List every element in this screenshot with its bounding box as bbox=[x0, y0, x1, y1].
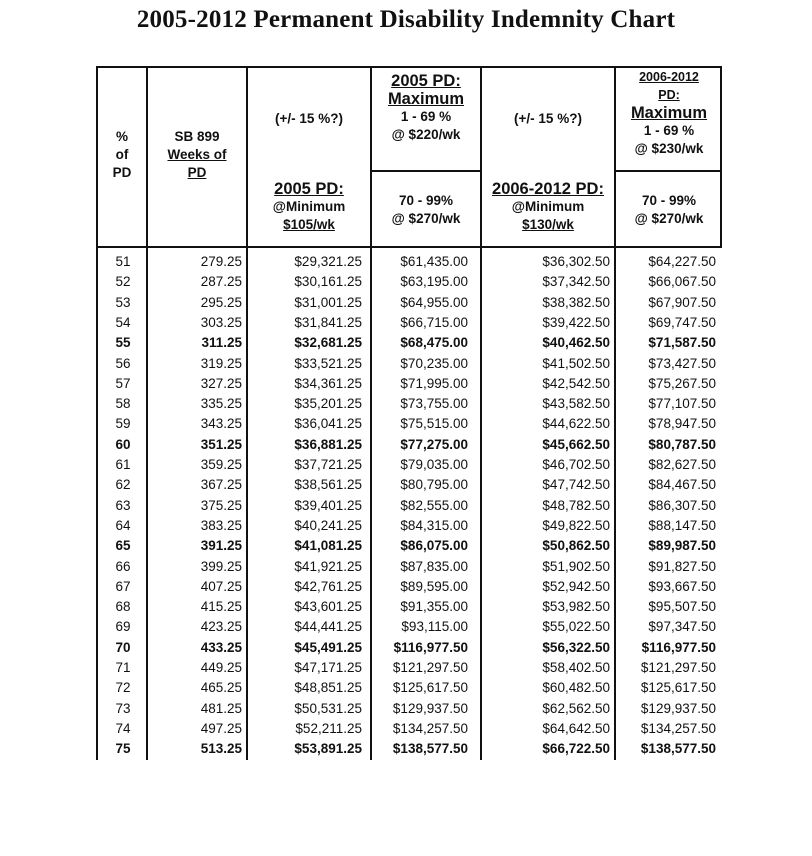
cell-max-2006: $84,467.50 bbox=[648, 477, 716, 493]
cell-min-2005: $41,921.25 bbox=[294, 558, 362, 574]
cell-max-2005: $121,297.50 bbox=[392, 660, 468, 675]
table-row bbox=[96, 293, 722, 313]
table-row bbox=[96, 699, 722, 719]
cell-min-2005: $37,721.25 bbox=[294, 457, 362, 472]
header-2005-min-title: 2005 PD: bbox=[274, 180, 344, 198]
header-2005-max-title: 2005 PD: bbox=[391, 72, 461, 90]
cell-max-2005: $91,355.00 bbox=[400, 599, 468, 615]
table-row bbox=[96, 252, 722, 272]
header-split-2006 bbox=[614, 170, 722, 172]
header-bottom-border bbox=[96, 246, 722, 248]
cell-pd-percent: 56 bbox=[115, 355, 131, 371]
cell-pd-percent: 52 bbox=[115, 274, 131, 290]
cell-max-2006: $91,827.50 bbox=[648, 558, 716, 574]
cell-max-2005: $125,617.50 bbox=[392, 680, 468, 696]
cell-weeks-of-pd: 449.25 bbox=[200, 660, 242, 675]
cell-min-2005: $29,321.25 bbox=[294, 254, 362, 269]
cell-pd-percent: 62 bbox=[115, 477, 131, 493]
table-row bbox=[96, 475, 722, 495]
cell-min-2006: $49,822.50 bbox=[542, 517, 610, 533]
table-row bbox=[96, 638, 722, 658]
cell-weeks-of-pd: 311.25 bbox=[201, 335, 242, 351]
cell-min-2005: $52,211.25 bbox=[295, 720, 362, 736]
table-row bbox=[96, 394, 722, 414]
header-pct-line3: PD bbox=[112, 165, 132, 180]
cell-min-2006: $64,642.50 bbox=[542, 720, 610, 736]
cell-max-2005: $61,435.00 bbox=[400, 254, 468, 269]
cell-max-2005: $138,577.50 bbox=[392, 741, 468, 757]
cell-min-2006: $41,502.50 bbox=[542, 355, 610, 371]
cell-min-2005: $41,081.25 bbox=[294, 538, 362, 554]
cell-min-2005: $35,201.25 bbox=[294, 396, 362, 412]
cell-min-2005: $40,241.25 bbox=[294, 517, 362, 533]
cell-min-2006: $62,562.50 bbox=[542, 700, 610, 716]
header-2006-hi-range: 70 - 99% bbox=[641, 193, 697, 208]
header-2005-minimum bbox=[248, 180, 370, 234]
cell-weeks-of-pd: 513.25 bbox=[200, 741, 242, 757]
cell-pd-percent: 71 bbox=[115, 660, 131, 675]
cell-max-2006: $129,937.50 bbox=[640, 700, 716, 716]
cell-max-2006: $116,977.50 bbox=[641, 639, 716, 655]
header-2005-max-label: Maximum bbox=[387, 90, 465, 108]
cell-pd-percent: 61 bbox=[115, 457, 131, 472]
cell-max-2006: $138,577.50 bbox=[640, 741, 716, 757]
cell-min-2005: $32,681.25 bbox=[294, 335, 362, 351]
cell-max-2005: $86,075.00 bbox=[400, 538, 468, 554]
cell-weeks-of-pd: 359.25 bbox=[200, 457, 242, 472]
table-row bbox=[96, 719, 722, 739]
cell-min-2005: $45,491.25 bbox=[294, 639, 362, 655]
cell-pd-percent: 54 bbox=[115, 314, 131, 330]
cell-max-2005: $89,595.00 bbox=[400, 578, 468, 594]
cell-weeks-of-pd: 367.25 bbox=[200, 477, 242, 493]
cell-max-2006: $78,947.50 bbox=[648, 416, 716, 432]
page-title: 2005-2012 Permanent Disability Indemnity Chart bbox=[136, 6, 676, 33]
header-2006-minimum bbox=[482, 180, 614, 234]
cell-max-2005: $87,835.00 bbox=[400, 558, 468, 574]
table-row bbox=[96, 557, 722, 577]
cell-max-2006: $71,587.50 bbox=[648, 335, 716, 351]
cell-min-2005: $36,881.25 bbox=[294, 436, 362, 452]
cell-max-2005: $71,995.00 bbox=[400, 375, 468, 391]
cell-pd-percent: 66 bbox=[115, 558, 131, 574]
cell-min-2006: $55,022.50 bbox=[542, 619, 610, 635]
header-2005-min-label: @Minimum bbox=[272, 199, 346, 214]
cell-pd-percent: 74 bbox=[115, 720, 131, 736]
cell-max-2006: $64,227.50 bbox=[648, 254, 716, 269]
cell-min-2006: $53,982.50 bbox=[542, 599, 610, 615]
header-2006-max-label: Maximum bbox=[630, 104, 708, 122]
cell-max-2005: $64,955.00 bbox=[400, 294, 468, 310]
table-row bbox=[96, 414, 722, 434]
cell-pd-percent: 68 bbox=[115, 599, 131, 615]
header-sb899-line3: PD bbox=[187, 165, 207, 180]
cell-pd-percent: 51 bbox=[115, 254, 131, 269]
cell-min-2006: $39,422.50 bbox=[542, 314, 610, 330]
cell-pd-percent: 70 bbox=[115, 639, 131, 655]
cell-min-2005: $53,891.25 bbox=[294, 741, 362, 757]
cell-max-2005: $63,195.00 bbox=[400, 274, 468, 290]
cell-min-2005: $50,531.25 bbox=[294, 700, 362, 716]
cell-min-2006: $43,582.50 bbox=[542, 396, 610, 412]
cell-max-2005: $68,475.00 bbox=[400, 335, 468, 351]
cell-max-2006: $66,067.50 bbox=[648, 274, 716, 290]
header-2006-min-rate: $130/wk bbox=[522, 217, 574, 232]
header-2006-maximum bbox=[616, 68, 722, 158]
table-row bbox=[96, 536, 722, 556]
cell-min-2006: $42,542.50 bbox=[542, 375, 610, 391]
table-row bbox=[96, 739, 722, 759]
header-2005-high-range bbox=[372, 192, 480, 228]
cell-weeks-of-pd: 407.25 bbox=[200, 578, 242, 594]
cell-min-2006: $46,702.50 bbox=[542, 457, 610, 472]
cell-min-2005: $33,521.25 bbox=[294, 355, 362, 371]
cell-weeks-of-pd: 423.25 bbox=[200, 619, 242, 635]
cell-min-2006: $44,622.50 bbox=[542, 416, 610, 432]
cell-weeks-of-pd: 303.25 bbox=[200, 314, 242, 330]
header-2006-min-title: 2006-2012 PD: bbox=[492, 180, 604, 198]
header-sb899-line1: SB 899 bbox=[174, 129, 220, 144]
cell-min-2006: $58,402.50 bbox=[542, 660, 610, 675]
cell-pd-percent: 59 bbox=[115, 416, 131, 432]
table-row bbox=[96, 577, 722, 597]
cell-max-2005: $116,977.50 bbox=[393, 639, 468, 655]
table-row bbox=[96, 374, 722, 394]
cell-min-2005: $34,361.25 bbox=[294, 375, 362, 391]
cell-pd-percent: 60 bbox=[115, 436, 131, 452]
cell-min-2006: $48,782.50 bbox=[542, 497, 610, 513]
cell-min-2006: $56,322.50 bbox=[542, 639, 610, 655]
cell-max-2005: $70,235.00 bbox=[400, 355, 468, 371]
table-row bbox=[96, 658, 722, 678]
cell-min-2006: $38,382.50 bbox=[542, 294, 610, 310]
header-sb899-line2: Weeks of bbox=[167, 147, 227, 162]
cell-pd-percent: 75 bbox=[115, 741, 131, 757]
indemnity-table bbox=[96, 66, 722, 760]
header-2006-max-title: 2006-2012 bbox=[639, 70, 699, 84]
cell-max-2006: $73,427.50 bbox=[648, 355, 716, 371]
cell-pd-percent: 63 bbox=[115, 497, 131, 513]
cell-max-2005: $77,275.00 bbox=[400, 436, 468, 452]
cell-weeks-of-pd: 287.25 bbox=[200, 274, 242, 290]
table-row bbox=[96, 354, 722, 374]
cell-max-2006: $88,147.50 bbox=[648, 517, 716, 533]
header-pct-line2: of bbox=[115, 147, 129, 162]
cell-max-2005: $79,035.00 bbox=[400, 457, 468, 472]
cell-weeks-of-pd: 335.25 bbox=[200, 396, 242, 412]
header-split-2005 bbox=[370, 170, 480, 172]
header-pct-line1: % bbox=[115, 129, 128, 144]
cell-pd-percent: 67 bbox=[115, 578, 131, 594]
header-2005-hi-rate: @ $270/wk bbox=[391, 211, 461, 226]
cell-max-2006: $121,297.50 bbox=[640, 660, 716, 675]
table-row bbox=[96, 435, 722, 455]
header-2006-max-title2: PD: bbox=[658, 88, 680, 102]
cell-min-2005: $44,441.25 bbox=[294, 619, 362, 635]
cell-max-2006: $125,617.50 bbox=[640, 680, 716, 696]
cell-min-2005: $31,001.25 bbox=[294, 294, 362, 310]
cell-max-2006: $69,747.50 bbox=[648, 314, 716, 330]
cell-max-2005: $129,937.50 bbox=[392, 700, 468, 716]
header-2005-max-range: 1 - 69 % bbox=[400, 109, 452, 124]
cell-max-2006: $95,507.50 bbox=[648, 599, 716, 615]
cell-max-2006: $77,107.50 bbox=[648, 396, 716, 412]
cell-max-2006: $134,257.50 bbox=[640, 720, 716, 736]
cell-weeks-of-pd: 327.25 bbox=[200, 375, 242, 391]
cell-max-2005: $93,115.00 bbox=[401, 619, 468, 635]
cell-max-2005: $66,715.00 bbox=[400, 314, 468, 330]
header-2005-min-rate: $105/wk bbox=[283, 217, 335, 232]
cell-max-2006: $86,307.50 bbox=[648, 497, 716, 513]
cell-min-2006: $40,462.50 bbox=[542, 335, 610, 351]
cell-min-2005: $36,041.25 bbox=[294, 416, 362, 432]
cell-weeks-of-pd: 391.25 bbox=[200, 538, 242, 554]
cell-weeks-of-pd: 481.25 bbox=[200, 700, 242, 716]
cell-pd-percent: 55 bbox=[115, 335, 131, 351]
header-2006-hi-rate: @ $270/wk bbox=[634, 211, 704, 226]
header-sb899-weeks bbox=[148, 128, 246, 182]
cell-min-2006: $45,662.50 bbox=[542, 436, 610, 452]
header-2006-max-range: 1 - 69 % bbox=[643, 123, 695, 138]
cell-min-2005: $39,401.25 bbox=[294, 497, 362, 513]
header-pct-pd bbox=[98, 128, 146, 182]
cell-max-2006: $89,987.50 bbox=[648, 538, 716, 554]
cell-max-2005: $82,555.00 bbox=[400, 497, 468, 513]
table-row bbox=[96, 597, 722, 617]
table-row bbox=[96, 617, 722, 637]
cell-min-2006: $36,302.50 bbox=[542, 254, 610, 269]
cell-pd-percent: 65 bbox=[115, 538, 131, 554]
cell-weeks-of-pd: 497.25 bbox=[200, 720, 242, 736]
cell-weeks-of-pd: 383.25 bbox=[200, 517, 242, 533]
cell-min-2005: $47,171.25 bbox=[294, 660, 362, 675]
cell-min-2006: $66,722.50 bbox=[542, 741, 610, 757]
cell-weeks-of-pd: 351.25 bbox=[200, 436, 242, 452]
cell-weeks-of-pd: 375.25 bbox=[200, 497, 242, 513]
header-2006-high-range bbox=[616, 192, 722, 228]
cell-weeks-of-pd: 465.25 bbox=[200, 680, 242, 696]
cell-pd-percent: 64 bbox=[115, 517, 131, 533]
cell-min-2006: $52,942.50 bbox=[542, 578, 610, 594]
cell-pd-percent: 73 bbox=[115, 700, 131, 716]
cell-max-2006: $97,347.50 bbox=[648, 619, 716, 635]
table-row bbox=[96, 455, 722, 475]
cell-weeks-of-pd: 415.25 bbox=[200, 599, 242, 615]
cell-min-2006: $37,342.50 bbox=[542, 274, 610, 290]
table-row bbox=[96, 678, 722, 698]
table-row bbox=[96, 272, 722, 292]
cell-pd-percent: 69 bbox=[115, 619, 131, 635]
cell-weeks-of-pd: 295.25 bbox=[200, 294, 242, 310]
header-2005-maximum bbox=[372, 72, 480, 144]
cell-max-2005: $134,257.50 bbox=[392, 720, 468, 736]
header-2006-min-label: @Minimum bbox=[511, 199, 585, 214]
header-plusminus-2005: (+/- 15 %?) bbox=[275, 111, 343, 126]
table-row bbox=[96, 333, 722, 353]
cell-weeks-of-pd: 343.25 bbox=[200, 416, 242, 432]
cell-max-2006: $67,907.50 bbox=[648, 294, 716, 310]
cell-pd-percent: 58 bbox=[115, 396, 131, 412]
cell-max-2005: $73,755.00 bbox=[400, 396, 468, 412]
cell-max-2006: $75,267.50 bbox=[648, 375, 716, 391]
cell-weeks-of-pd: 279.25 bbox=[200, 254, 242, 269]
cell-max-2005: $75,515.00 bbox=[400, 416, 468, 432]
cell-max-2006: $80,787.50 bbox=[648, 436, 716, 452]
cell-max-2006: $82,627.50 bbox=[648, 457, 716, 472]
cell-min-2006: $51,902.50 bbox=[542, 558, 610, 574]
cell-weeks-of-pd: 319.25 bbox=[200, 355, 242, 371]
table-row bbox=[96, 313, 722, 333]
table-row bbox=[96, 496, 722, 516]
cell-min-2005: $48,851.25 bbox=[294, 680, 362, 696]
cell-max-2005: $80,795.00 bbox=[400, 477, 468, 493]
cell-min-2005: $31,841.25 bbox=[294, 314, 362, 330]
cell-weeks-of-pd: 433.25 bbox=[200, 639, 242, 655]
cell-pd-percent: 53 bbox=[115, 294, 131, 310]
cell-min-2005: $30,161.25 bbox=[294, 274, 362, 290]
cell-max-2006: $93,667.50 bbox=[648, 578, 716, 594]
cell-min-2005: $38,561.25 bbox=[294, 477, 362, 493]
cell-min-2006: $60,482.50 bbox=[542, 680, 610, 696]
header-2005-hi-range: 70 - 99% bbox=[398, 193, 454, 208]
cell-max-2005: $84,315.00 bbox=[400, 517, 468, 533]
cell-pd-percent: 57 bbox=[115, 375, 131, 391]
cell-min-2005: $42,761.25 bbox=[294, 578, 362, 594]
cell-min-2006: $47,742.50 bbox=[542, 477, 610, 493]
cell-min-2006: $50,862.50 bbox=[542, 538, 610, 554]
cell-pd-percent: 72 bbox=[115, 680, 131, 696]
header-plusminus-2006: (+/- 15 %?) bbox=[514, 111, 582, 126]
header-2005-max-rate: @ $220/wk bbox=[391, 127, 461, 142]
cell-min-2005: $43,601.25 bbox=[294, 599, 362, 615]
cell-weeks-of-pd: 399.25 bbox=[200, 558, 242, 574]
table-row bbox=[96, 516, 722, 536]
header-2006-max-rate: @ $230/wk bbox=[634, 141, 704, 156]
